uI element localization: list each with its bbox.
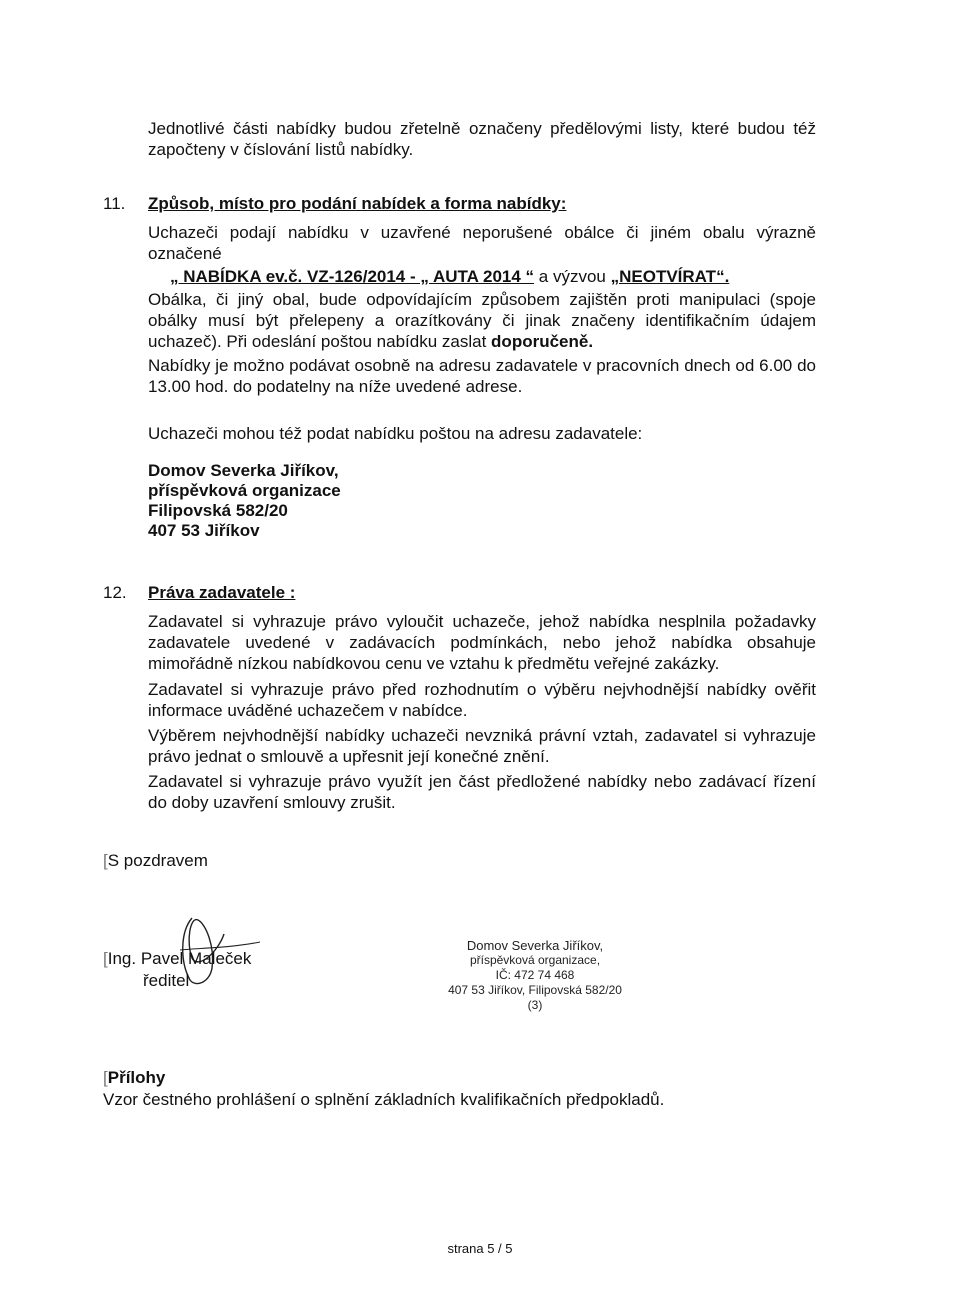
marking-mid: a výzvou — [534, 267, 611, 286]
closing-text: [S pozdravem — [103, 851, 208, 870]
section-12-heading-text: Práva zadavatele : — [148, 583, 296, 602]
address-line: příspěvková organizace — [148, 481, 341, 500]
signer-name: [Ing. Pavel Maleček — [103, 949, 252, 968]
stamp-line: 407 53 Jiříkov, Filipovská 582/20 — [448, 983, 622, 997]
section-11-number: 11. — [103, 194, 126, 213]
address-block — [148, 461, 341, 541]
signer-title: ředitel — [143, 971, 190, 990]
stamp-line: příspěvková organizace, — [469, 953, 601, 967]
section-12-para4: Zadavatel si vyhrazuje právo využít jen část předložené nabídky nebo zadávací řízení do doby uzavření smlouvy zrušit. — [148, 772, 816, 812]
marking-end: „NEOTVÍRAT“. — [610, 267, 730, 286]
marking-line — [170, 266, 729, 287]
section-12-para2: Zadavatel si vyhrazuje právo před rozhodnutím o výběru nejvhodnější nabídky ověřit informace uváděné uchazečem v nabídce. — [148, 680, 816, 720]
para2-bold: doporučeně. — [491, 332, 594, 351]
attachments-heading: [Přílohy — [103, 1068, 166, 1087]
closing-label: S pozdravem — [107, 851, 208, 870]
stamp-line: Domov Severka Jiříkov, — [466, 938, 604, 953]
attachments-heading-text: Přílohy — [107, 1068, 166, 1087]
stamp-line: (3) — [527, 998, 543, 1012]
section-11-para2 — [148, 289, 816, 352]
signer-name-text: Ing. Pavel Maleček — [107, 949, 252, 968]
address-line: Filipovská 582/20 — [148, 501, 288, 520]
address-line: Domov Severka Jiříkov, — [148, 461, 339, 480]
section-12-heading — [148, 582, 816, 603]
section-11-line1: Uchazeči podají nabídku v uzavřené neporušené obálce či jiném obalu výrazně označené — [148, 223, 816, 263]
section-11-heading — [148, 193, 816, 214]
section-12-para3: Výběrem nejvhodnější nabídky uchazeči nevzniká právní vztah, zadavatel si vyhrazuje právo jednat o smlouvě a upřesnit její konečné znění. — [148, 726, 816, 766]
para2-text: Obálka, či jiný obal, bude odpovídajícím způsobem zajištěn proti manipulaci (spoje obálky musí být přelepeny a orazítkovány či jinak značeny identifikačním údajem uchazeč). Při odeslání poštou nabídku zaslat — [148, 290, 816, 351]
page-number: strana 5 / 5 — [447, 1241, 513, 1256]
section-11-para3: Nabídky je možno podávat osobně na adresu zadavatele v pracovních dnech od 6.00 do 13.00 hod. do podatelny na níže uvedené adrese. — [148, 356, 816, 396]
organization-stamp — [430, 938, 640, 1013]
section-11-para4: Uchazeči mohou též podat nabídku poštou na adresu zadavatele: — [148, 424, 643, 443]
section-11-heading-text: Způsob, místo pro podání nabídek a forma nabídky: — [148, 194, 567, 213]
address-line: 407 53 Jiříkov — [148, 521, 260, 540]
stamp-line: IČ: 472 74 468 — [495, 968, 575, 982]
attachments-text: Vzor čestného prohlášení o splnění základních kvalifikačních předpokladů. — [103, 1090, 665, 1109]
section-12-para1: Zadavatel si vyhrazuje právo vyloučit uchazeče, jehož nabídka nesplnila požadavky zadavatele uvedené v zadávacích podmínkách, nebo jehož nabídka obsahuje mimořádně nízkou nabídkovou cenu ve vztahu k předmětu veřejné zakázky. — [148, 612, 816, 673]
marking-bold: „ NABÍDKA ev.č. VZ-126/2014 - „ AUTA 2014 “ — [170, 267, 535, 286]
section-12-number: 12. — [103, 583, 127, 602]
intro-paragraph: Jednotlivé části nabídky budou zřetelně označeny předělovými listy, které budou též započteny v číslování listů nabídky. — [148, 119, 816, 159]
